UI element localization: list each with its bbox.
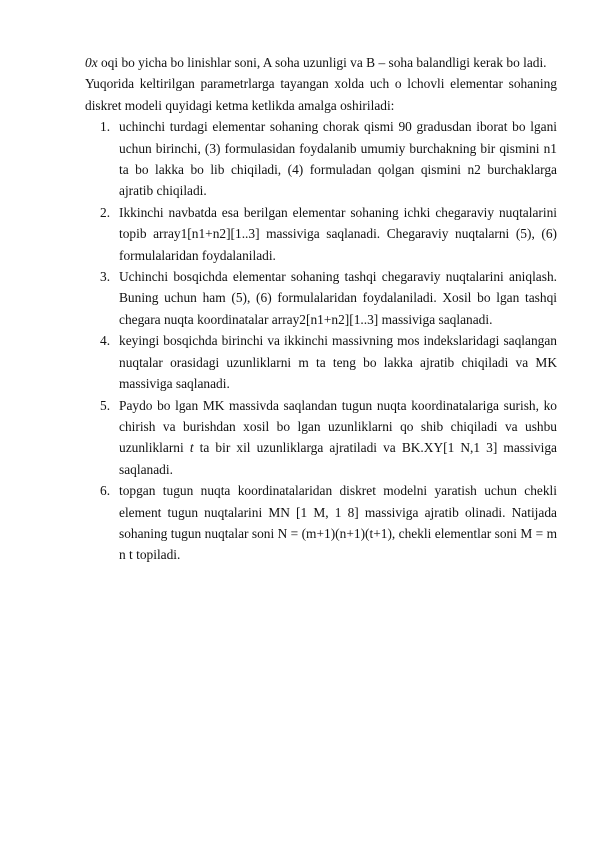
list-number: 2. [100, 204, 111, 220]
list-text: uchinchi turdagi elementar sohaning chorak qismi 90 gradusdan iborat bo lgani uchun birinchi, (3) formulasidan foydalanib umumiy burchakning bir qismini n1 ta bo lakka bo lib chiqiladi, (4) formuladan qolgan qismini n2 burchaklarga ajratib chiqiladi. [119, 119, 557, 199]
list-text: Uchinchi bosqichda elementar sohaning tashqi chegaraviy nuqtalarini aniqlash. Buning uchun ham (5), (6) formulalaridan foydalaniladi. Xosil bo lgan tashqi chegara nuqta koordinatalar array2[n1+n2][1..3] massiviga saqlanadi. [119, 269, 557, 327]
list-item [85, 266, 557, 330]
list-item [85, 395, 557, 481]
list-text [119, 398, 557, 477]
list-number: 6. [100, 483, 111, 499]
list-number: 4. [100, 333, 111, 349]
list-item [85, 116, 557, 202]
list-item [85, 330, 557, 394]
document-page [85, 52, 557, 566]
steps-list [85, 116, 557, 566]
list-text: Ikkinchi navbatda esa berilgan elementar sohaning ichki chegaraviy nuqtalarini topib array1[n1+n2][1..3] massiviga saqlanadi. Chegaraviy nuqtalarni (5), (6) formulalaridan foydalaniladi. [119, 204, 557, 263]
intro-text: oqi bo yicha bo linishlar soni, A soha uzunligi va B – soha balandligi kerak bo ladi. [97, 55, 547, 70]
intro-paragraph [85, 52, 557, 73]
list-number: 1. [100, 119, 111, 135]
list-text-part: Paydo bo lgan MK massivda saqlandan tugun nuqta koordinatalariga surish, ko chirish va burishdan xosil bo lgan uzunliklarni qo shib chiqiladi va ushbu uzunliklarni [119, 397, 557, 456]
list-number: 5. [100, 397, 111, 413]
list-text-part: ta bir xil uzunliklarga ajratiladi va BK.XY[1 N,1 3] massiviga saqlanadi. [119, 440, 557, 477]
method-paragraph: Yuqorida keltirilgan parametrlarga tayangan xolda uch o lchovli elementar sohaning diskret modeli quyidagi ketma ketlikda amalga oshiriladi: [85, 76, 557, 113]
list-item [85, 202, 557, 266]
list-item [85, 480, 557, 566]
list-number: 3. [100, 269, 111, 285]
axis-symbol: 0x [85, 55, 98, 70]
list-text: keyingi bosqichda birinchi va ikkinchi massivning mos indekslaridagi saqlangan nuqtalar orasidagi uzunliklarni m ta teng bo lakka ajratib chiqiladi va MK massiviga saqlanadi. [119, 333, 557, 392]
variable-t: t [189, 440, 194, 456]
list-text: topgan tugun nuqta koordinatalaridan diskret modelni yaratish uchun chekli element tugun nuqtalarini MN [1 M, 1 8] massiviga ajratib olinadi. Natijada sohaning tugun nuqtalar soni N = (m+1)(n+1)(t+1), chekli elementlar soni M = m n t topiladi. [119, 483, 557, 563]
